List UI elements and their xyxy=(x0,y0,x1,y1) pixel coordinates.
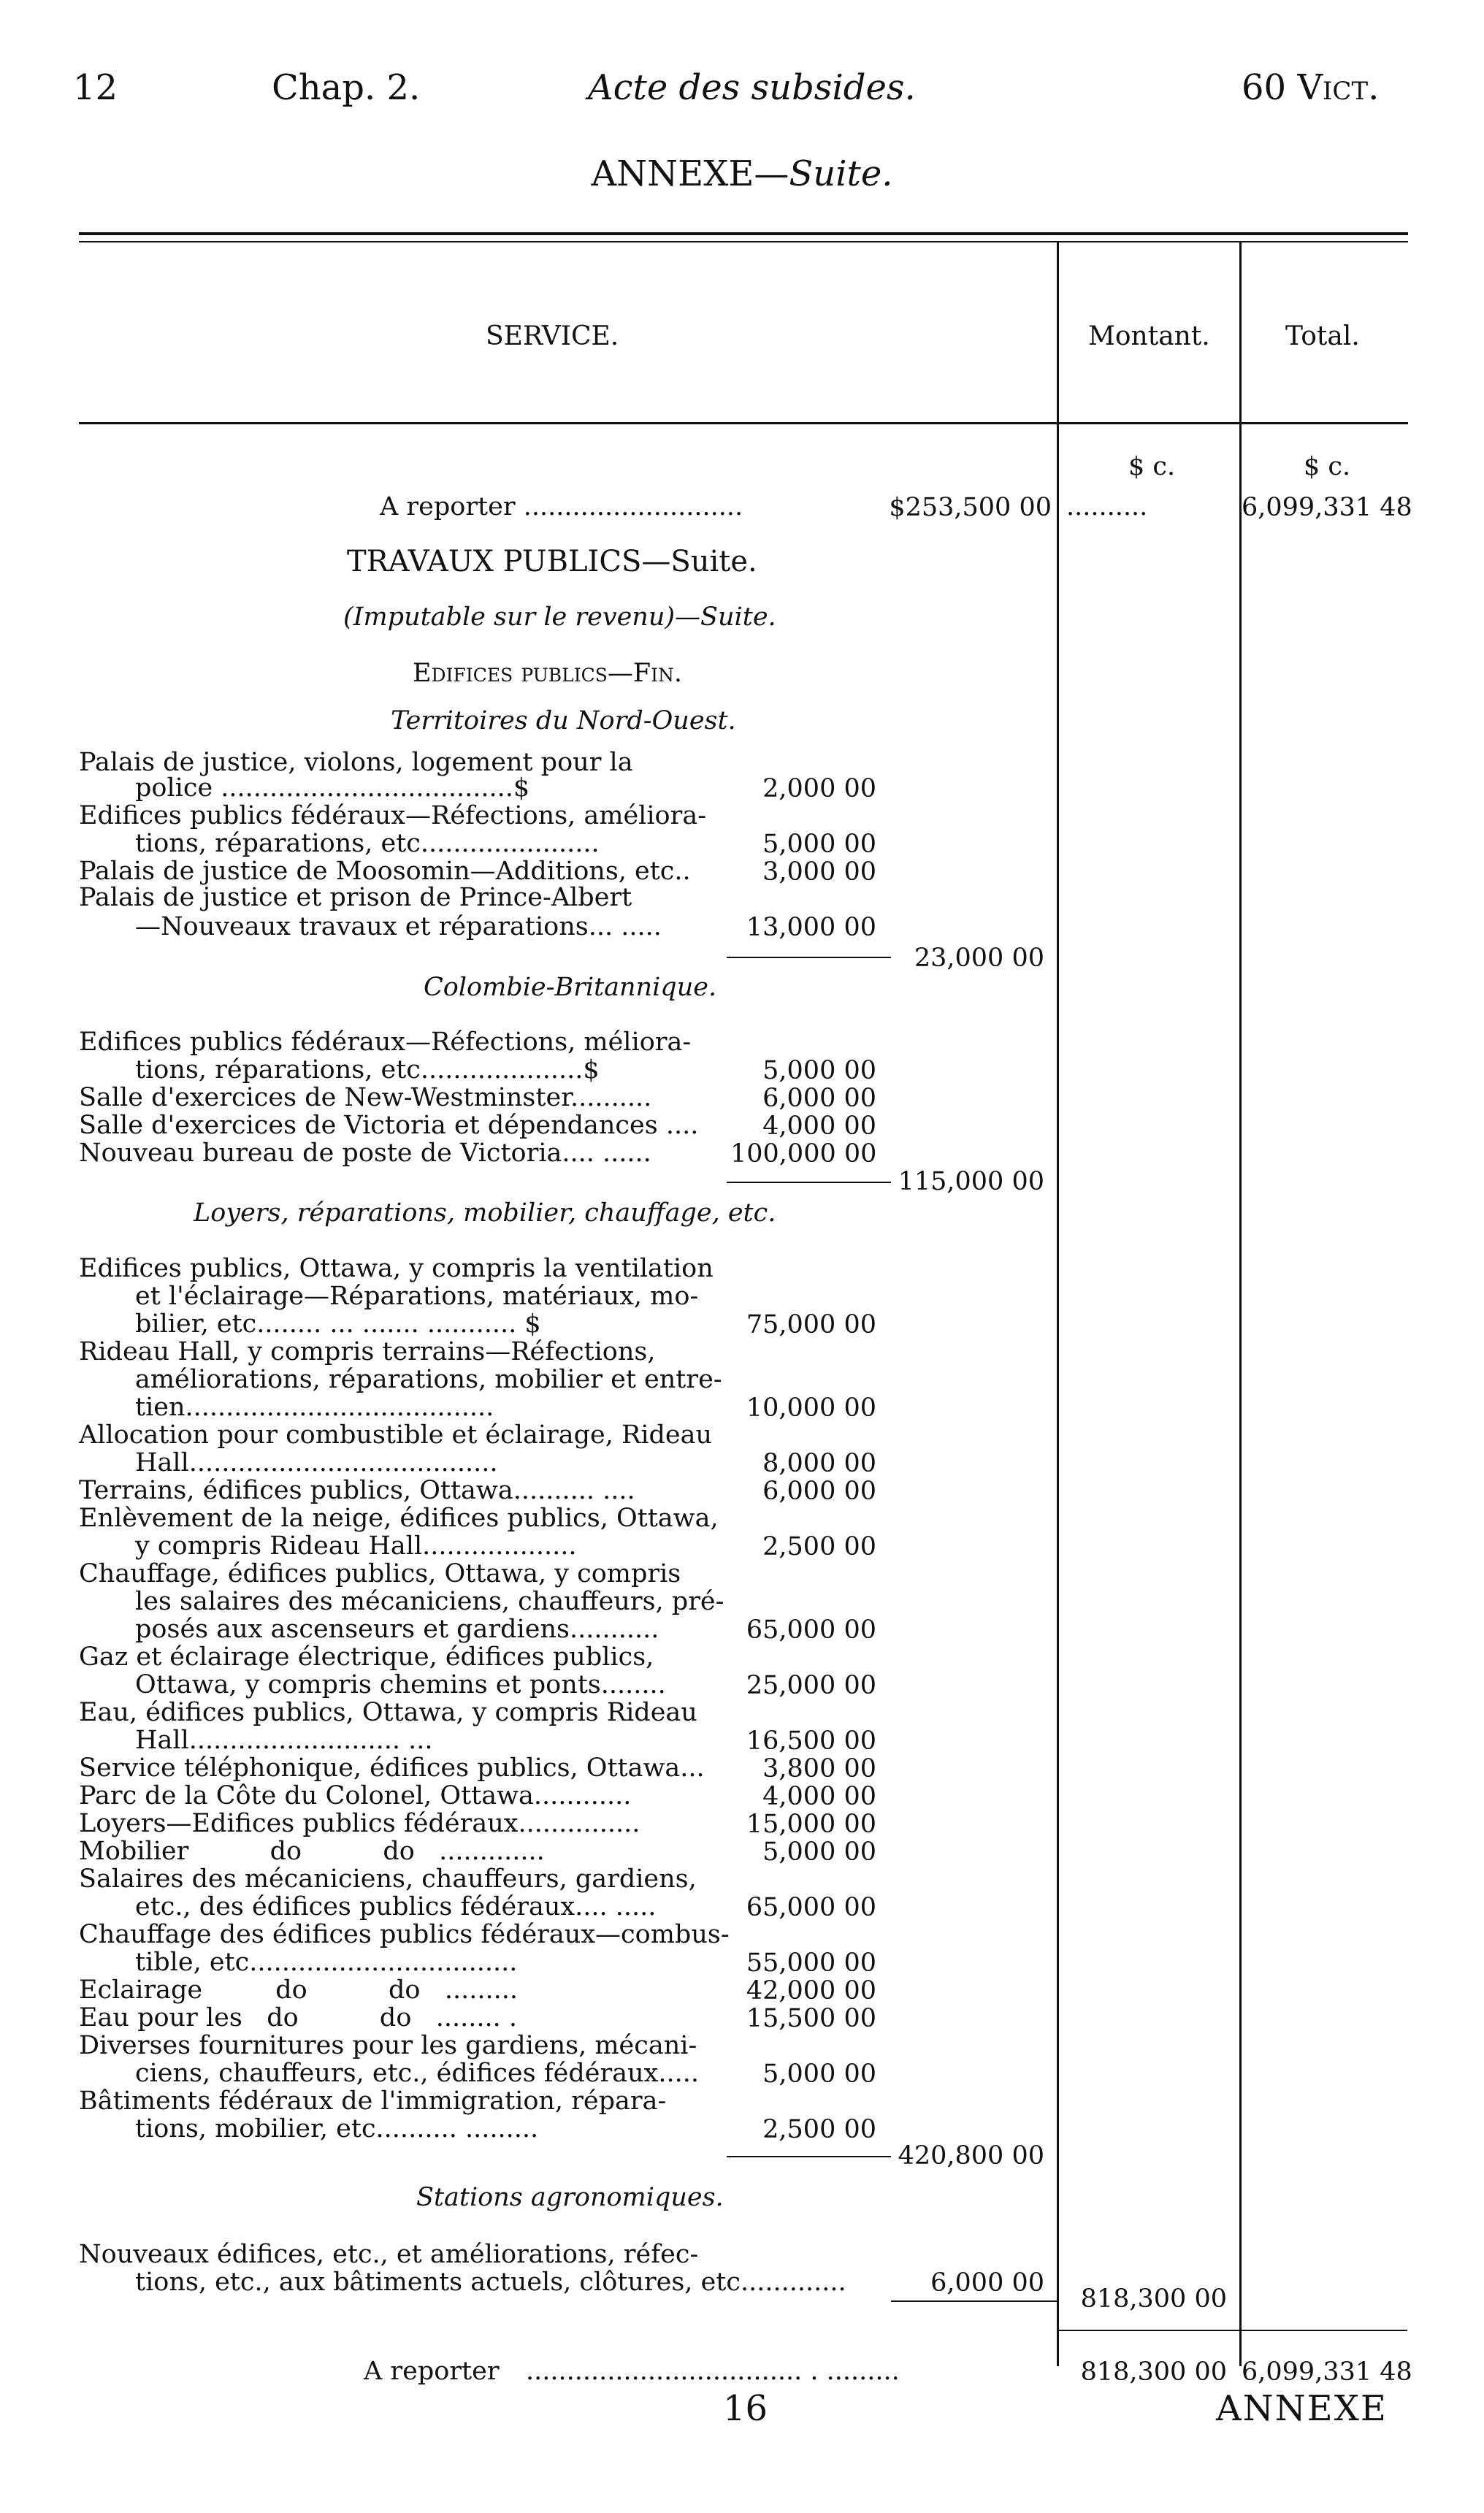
item-amount: 2,500 00 xyxy=(762,2115,876,2144)
list-item-cont: y compris Rideau Hall................... xyxy=(135,1531,577,1561)
list-item: Allocation pour combustible et éclairage, Rideau xyxy=(79,1420,713,1450)
annex-title-main: ANNEXE— xyxy=(591,153,789,194)
regnal-year: 60 Vict. xyxy=(1242,67,1380,108)
annex-title-suffix: Suite. xyxy=(789,153,893,194)
list-item: Chauffage, édifices publics, Ottawa, y compris xyxy=(79,1559,681,1588)
act-title: Acte des subsides. xyxy=(588,67,916,108)
item-amount: 5,000 00 xyxy=(762,830,876,859)
group-subtotal: 115,000 00 xyxy=(898,1167,1044,1196)
list-item: Nouveau bureau de poste de Victoria.... ...... xyxy=(79,1139,651,1168)
list-item-cont: Ottawa, y compris chemins et ponts........ xyxy=(135,1670,666,1699)
item-amount: 3,000 00 xyxy=(762,857,876,887)
list-item: Eau pour les do do ........ . xyxy=(79,2003,518,2032)
list-item-cont: tions, etc., aux bâtiments actuels, clôtures, etc............. xyxy=(135,2268,846,2297)
list-item: Edifices publics fédéraux—Réfections, méliora- xyxy=(79,1028,692,1057)
subtotal-rule xyxy=(727,957,891,958)
group-title: Stations agronomiques. xyxy=(416,2183,724,2212)
list-item-cont: améliorations, réparations, mobilier et entre- xyxy=(135,1365,722,1394)
list-item: Salle d'exercices de New-Westminster.......... xyxy=(79,1083,652,1112)
item-amount: 10,000 00 xyxy=(746,1393,876,1423)
column-divider-total xyxy=(1239,241,1242,2366)
item-amount: 6,000 00 xyxy=(930,2268,1044,2298)
item-amount: 15,000 00 xyxy=(746,1810,876,1839)
item-amount: 8,000 00 xyxy=(762,1449,876,1478)
list-item: Palais de justice de Moosomin—Additions, etc.. xyxy=(79,857,691,886)
list-item: Palais de justice et prison de Prince-Albert xyxy=(79,883,632,912)
group-title: Territoires du Nord-Ouest. xyxy=(391,706,736,735)
list-item-cont: tions, mobilier, etc.......... ......... xyxy=(135,2114,539,2143)
item-amount: 4,000 00 xyxy=(762,1782,876,1811)
annex-title xyxy=(0,153,1484,194)
total-unit: $ c. xyxy=(1304,452,1351,481)
list-item: Rideau Hall, y compris terrains—Réfections, xyxy=(79,1337,656,1366)
list-item: Palais de justice, violons, logement pour la xyxy=(79,748,633,777)
item-amount: 2,000 00 xyxy=(762,774,876,803)
item-amount: 3,800 00 xyxy=(762,1754,876,1783)
edifices-heading: Edifices publics—Fin. xyxy=(413,659,683,688)
group-subtotal: 23,000 00 xyxy=(914,944,1044,973)
column-divider-montant xyxy=(1057,241,1059,2366)
section-heading: TRAVAUX PUBLICS—Suite. xyxy=(347,545,757,578)
item-amount: 55,000 00 xyxy=(746,1948,876,1978)
list-item-cont: posés aux ascenseurs et gardiens........... xyxy=(135,1615,659,1644)
subtotal-rule xyxy=(727,2156,891,2157)
item-amount: 2,500 00 xyxy=(762,1532,876,1561)
list-item: Diverses fournitures pour les gardiens, mécani- xyxy=(79,2031,697,2060)
carried-forward-row xyxy=(380,493,743,521)
group-subtotal: 420,800 00 xyxy=(898,2141,1044,2170)
list-item-cont: tions, réparations, etc....................$ xyxy=(135,1055,600,1085)
item-amount: 65,000 00 xyxy=(746,1615,876,1645)
list-item-cont: police ....................................$ xyxy=(135,773,530,803)
list-item: Salle d'exercices de Victoria et dépendances .... xyxy=(79,1111,699,1140)
item-amount: 6,000 00 xyxy=(762,1084,876,1113)
footer-carry-dots: .................................. . ......... xyxy=(526,2357,900,2386)
list-item: Gaz et éclairage électrique, édifices publics, xyxy=(79,1642,654,1672)
list-item: Service téléphonique, édifices publics, Ottawa... xyxy=(79,1753,705,1783)
catchword: ANNEXE xyxy=(1216,2388,1388,2429)
list-item-cont: tien...................................... xyxy=(135,1393,494,1422)
list-item-cont: Hall...................................... xyxy=(135,1448,498,1477)
item-amount: 16,500 00 xyxy=(746,1726,876,1756)
carried-forward-amount: $253,500 00 xyxy=(889,493,1052,522)
item-amount: 5,000 00 xyxy=(762,2059,876,2089)
header-bottom-rule xyxy=(79,422,1408,424)
carried-forward-montant-dots: .......... xyxy=(1066,492,1148,521)
list-item: Edifices publics, Ottawa, y compris la ventilation xyxy=(79,1254,714,1283)
leader-dots: ........................... xyxy=(515,492,743,521)
list-item: Loyers—Edifices publics fédéraux............... xyxy=(79,1809,640,1838)
list-item: Nouveaux édifices, etc., et améliorations, réfec- xyxy=(79,2240,699,2269)
column-header-total: Total. xyxy=(1285,321,1360,351)
item-amount: 6,000 00 xyxy=(762,1477,876,1506)
list-item-cont: tible, etc................................. xyxy=(135,1948,518,1977)
carried-forward-label: A reporter xyxy=(380,492,516,521)
list-item: Parc de la Côte du Colonel, Ottawa............ xyxy=(79,1781,632,1810)
footer-carry-total: 6,099,331 48 xyxy=(1242,2357,1412,2387)
list-item: Eau, édifices publics, Ottawa, y compris Rideau xyxy=(79,1698,697,1727)
list-item: Enlèvement de la neige, édifices publics, Ottawa, xyxy=(79,1504,719,1533)
list-item-cont: et l'éclairage—Réparations, matériaux, mo- xyxy=(135,1282,699,1311)
group-title: Colombie-Britannique. xyxy=(424,973,717,1002)
chapter-label: Chap. 2. xyxy=(272,67,421,108)
montant-total: 818,300 00 xyxy=(1080,2284,1227,2314)
montant-total-rule xyxy=(891,2300,1057,2302)
item-amount: 65,000 00 xyxy=(746,1893,876,1922)
list-item: Mobilier do do ............. xyxy=(79,1837,545,1866)
column-header-montant: Montant. xyxy=(1088,321,1210,351)
top-double-rule-2 xyxy=(79,241,1408,242)
list-item-cont: bilier, etc........ ... ....... ........... $ xyxy=(135,1309,541,1339)
signature-number: 16 xyxy=(723,2388,768,2429)
subtotal-rule xyxy=(727,1182,891,1183)
list-item-cont: tions, réparations, etc...................... xyxy=(135,829,600,858)
montant-unit: $ c. xyxy=(1128,452,1176,481)
item-amount: 25,000 00 xyxy=(746,1671,876,1700)
item-amount: 75,000 00 xyxy=(746,1310,876,1339)
footer-carry-montant: 818,300 00 xyxy=(1080,2357,1227,2387)
group-title: Loyers, réparations, mobilier, chauffage, etc. xyxy=(194,1198,776,1228)
list-item-cont: les salaires des mécaniciens, chauffeurs, pré- xyxy=(135,1587,724,1616)
list-item: Edifices publics fédéraux—Réfections, améliora- xyxy=(79,801,707,830)
list-item-cont: etc., des édifices publics fédéraux.... ..... xyxy=(135,1892,657,1921)
item-amount: 5,000 00 xyxy=(762,1056,876,1085)
list-item-cont: ciens, chauffeurs, etc., édifices fédéraux..... xyxy=(135,2059,699,2088)
item-amount: 15,500 00 xyxy=(746,2004,876,2033)
carried-forward-total: 6,099,331 48 xyxy=(1242,493,1412,522)
item-amount: 13,000 00 xyxy=(746,913,876,942)
list-item: Terrains, édifices publics, Ottawa.......... .... xyxy=(79,1476,635,1505)
footer-carry-label: A reporter xyxy=(364,2357,500,2386)
item-amount: 4,000 00 xyxy=(762,1112,876,1141)
footer-top-rule xyxy=(1057,2330,1407,2331)
column-header-service: SERVICE. xyxy=(486,321,619,351)
list-item: Chauffage des édifices publics fédéraux—combus- xyxy=(79,1920,730,1949)
item-amount: 42,000 00 xyxy=(746,1976,876,2005)
item-amount: 100,000 00 xyxy=(730,1139,877,1168)
page-number: 12 xyxy=(73,67,118,108)
list-item: Salaires des mécaniciens, chauffeurs, gardiens, xyxy=(79,1864,697,1894)
list-item-cont: Hall.......................... ... xyxy=(135,1726,433,1755)
list-item: Eclairage do do ......... xyxy=(79,1975,518,2005)
list-item: Bâtiments fédéraux de l'immigration, répara- xyxy=(79,2086,667,2116)
list-item-cont: —Nouveaux travaux et réparations... ..... xyxy=(135,912,662,941)
top-double-rule-1 xyxy=(79,232,1408,235)
subheading: (Imputable sur le revenu)—Suite. xyxy=(343,603,776,632)
item-amount: 5,000 00 xyxy=(762,1837,876,1867)
